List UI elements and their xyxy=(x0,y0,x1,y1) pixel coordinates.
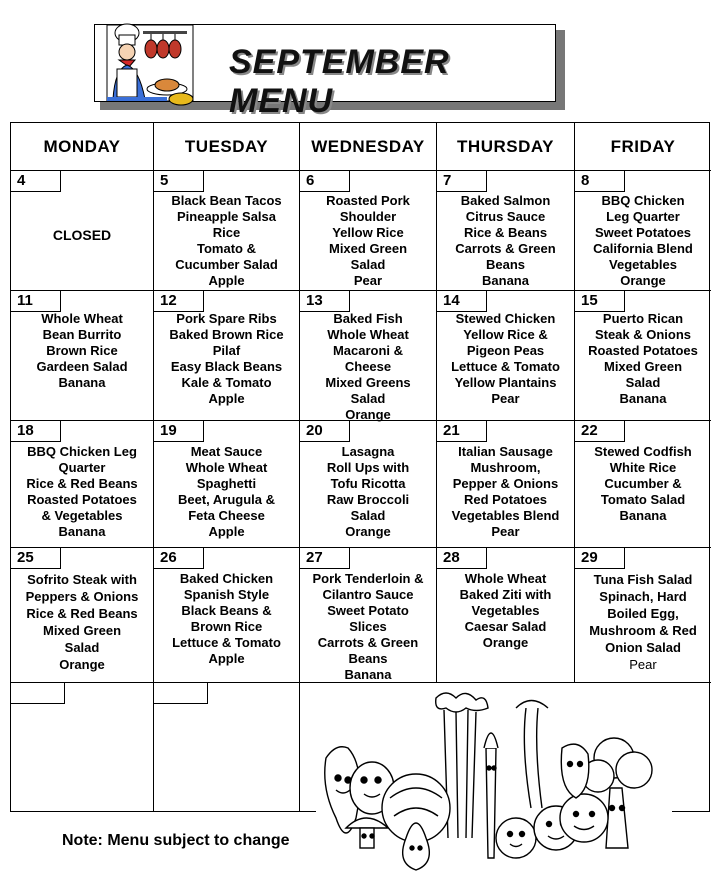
menu-item: Baked Ziti with xyxy=(459,587,552,602)
menu-item: Beans xyxy=(348,651,388,666)
menu-item: BBQ Chicken xyxy=(601,193,685,208)
day-cell xyxy=(154,291,300,421)
menu-item: Tofu Ricotta xyxy=(330,476,406,491)
menu-item: Roasted Potatoes xyxy=(588,343,698,358)
day-cell xyxy=(437,171,575,291)
menu-item: Apple xyxy=(208,273,245,288)
day-number-empty xyxy=(11,683,65,704)
day-cell-empty xyxy=(154,683,300,811)
menu-item: Italian Sausage xyxy=(458,444,553,459)
menu-item: Stewed Codfish xyxy=(594,444,692,459)
menu-item: Salad xyxy=(64,640,100,655)
day-cell xyxy=(300,421,437,548)
menu-item: Orange xyxy=(620,273,666,288)
menu-item: Apple xyxy=(208,391,245,406)
day-number: 4 xyxy=(11,171,61,192)
menu-item: Salad xyxy=(350,391,386,406)
menu-item: Sweet Potatoes xyxy=(594,225,692,240)
menu-item: Yellow Rice xyxy=(332,225,404,240)
menu-item: Rice xyxy=(212,225,241,240)
menu-item: Leg Quarter xyxy=(606,209,680,224)
menu-item: Red Potatoes xyxy=(463,492,548,507)
menu-item: Carrots & Green xyxy=(317,635,419,650)
menu-item: Whole Wheat xyxy=(464,571,547,586)
menu-item: Cilantro Sauce xyxy=(322,587,414,602)
day-number: 14 xyxy=(437,291,487,312)
menu-item: Whole Wheat xyxy=(185,460,268,475)
menu-item: Brown Rice xyxy=(190,619,263,634)
menu-item: Pear xyxy=(491,391,520,406)
menu-item: & Vegetables xyxy=(41,508,123,523)
day-number: 27 xyxy=(300,548,350,569)
day-cell xyxy=(437,421,575,548)
day-cell xyxy=(11,291,154,421)
menu-item: Pear xyxy=(353,273,383,288)
menu-item: Mixed Greens xyxy=(325,375,411,390)
day-cell xyxy=(300,291,437,421)
menu-item: Pear xyxy=(629,657,657,672)
day-number-empty xyxy=(154,683,208,704)
menu-item: Steak & Onions xyxy=(594,327,692,342)
menu-item: BBQ Chicken Leg xyxy=(27,444,137,459)
menu-item: Spaghetti xyxy=(196,476,257,491)
menu-item: Mushroom, xyxy=(470,460,541,475)
menu-item: Mixed Green xyxy=(328,241,408,256)
header-monday: MONDAY xyxy=(11,123,154,171)
menu-item: Beans xyxy=(485,257,526,272)
page-title: SEPTEMBER MENU xyxy=(229,43,450,120)
day-number: 19 xyxy=(154,421,204,442)
menu-item: Apple xyxy=(208,524,245,539)
day-number: 20 xyxy=(300,421,350,442)
menu-item: Orange xyxy=(59,657,105,672)
menu-item: Caesar Salad xyxy=(464,619,547,634)
menu-item: Vegetables xyxy=(471,603,540,618)
day-cell xyxy=(11,171,154,291)
menu-item: Macaroni & xyxy=(332,343,404,358)
day-cell xyxy=(575,548,711,683)
day-number: 6 xyxy=(300,171,350,192)
day-number: 7 xyxy=(437,171,487,192)
menu-item: Meat Sauce xyxy=(190,444,263,459)
menu-item: Roasted Potatoes xyxy=(27,492,137,507)
menu-item: Baked Brown Rice xyxy=(169,327,284,342)
day-cell xyxy=(154,421,300,548)
day-cell xyxy=(11,421,154,548)
menu-item: Rice & Red Beans xyxy=(26,476,138,491)
day-cell xyxy=(575,421,711,548)
title-banner xyxy=(94,24,556,120)
menu-item: Vegetables Blend xyxy=(451,508,560,523)
menu-item: Beet, Arugula & xyxy=(177,492,276,507)
menu-item: Pigeon Peas xyxy=(466,343,545,358)
day-number: 13 xyxy=(300,291,350,312)
menu-item: Salad xyxy=(350,508,386,523)
menu-item: Yellow Rice & xyxy=(463,327,548,342)
menu-item: Onion Salad xyxy=(605,640,681,655)
header-friday: FRIDAY xyxy=(575,123,711,171)
menu-item: Banana xyxy=(482,273,529,288)
menu-item: Slices xyxy=(349,619,387,634)
menu-item: Vegetables xyxy=(609,257,677,272)
menu-item: Feta Cheese xyxy=(188,508,265,523)
menu-item: Cheese xyxy=(344,359,392,374)
menu-item: Banana xyxy=(619,508,667,523)
menu-item: Sofrito Steak with xyxy=(27,572,137,587)
menu-note: Note: Menu subject to change xyxy=(62,832,290,849)
day-cell xyxy=(154,548,300,683)
day-cell xyxy=(300,171,437,291)
header-thursday: THURSDAY xyxy=(437,123,575,171)
menu-item: Spinach, Hard xyxy=(599,589,687,604)
menu-item: Cucumber & xyxy=(604,476,682,491)
menu-item: Tomato & xyxy=(197,241,256,256)
menu-item: Black Beans & xyxy=(181,603,272,618)
menu-item: Shoulder xyxy=(339,209,397,224)
menu-item: Whole Wheat xyxy=(41,311,123,326)
menu-item: Roll Ups with xyxy=(326,460,410,475)
menu-item: Baked Salmon xyxy=(460,193,551,208)
menu-item: Salad xyxy=(350,257,386,272)
day-number: 29 xyxy=(575,548,625,569)
vegetables-illustration xyxy=(316,688,672,874)
menu-item: Tuna Fish Salad xyxy=(593,572,693,587)
day-number: 28 xyxy=(437,548,487,569)
menu-item: Lasagna xyxy=(341,444,395,459)
menu-item: Pork Tenderloin & xyxy=(312,571,424,586)
menu-item: Mushroom & Red xyxy=(589,623,697,638)
day-cell xyxy=(575,291,711,421)
day-number: 8 xyxy=(575,171,625,192)
day-cell xyxy=(575,171,711,291)
menu-item: Puerto Rican xyxy=(602,311,684,326)
header-tuesday: TUESDAY xyxy=(154,123,300,171)
menu-item: Yellow Plantains xyxy=(454,375,557,390)
day-cell xyxy=(437,548,575,683)
menu-item: Peppers & Onions xyxy=(25,589,139,604)
menu-item: Banana xyxy=(58,524,106,539)
day-cell xyxy=(437,291,575,421)
menu-item: Pork Spare Ribs xyxy=(176,311,277,326)
menu-item: Tomato Salad xyxy=(600,492,686,507)
menu-item: Spanish Style xyxy=(183,587,270,602)
menu-item: Lettuce & Tomato xyxy=(172,635,281,650)
menu-item: Roasted Pork xyxy=(326,193,410,208)
day-number: 12 xyxy=(154,291,204,312)
chef-illustration xyxy=(105,19,195,111)
day-cell xyxy=(300,548,437,683)
menu-item: Citrus Sauce xyxy=(465,209,546,224)
day-cell xyxy=(154,171,300,291)
day-cell-empty xyxy=(11,683,154,811)
day-number: 25 xyxy=(11,548,61,569)
menu-item: Easy Black Beans xyxy=(170,359,283,374)
day-number: 22 xyxy=(575,421,625,442)
header-wednesday: WEDNESDAY xyxy=(300,123,437,171)
menu-item: Banana xyxy=(619,391,667,406)
closed-label: CLOSED xyxy=(52,227,112,243)
menu-item: Whole Wheat xyxy=(327,327,409,342)
day-cell xyxy=(11,548,154,683)
menu-item: Apple xyxy=(208,651,245,666)
menu-item: Boiled Egg, xyxy=(607,606,679,621)
menu-item: Rice & Red Beans xyxy=(26,606,138,621)
menu-item: Rice & Beans xyxy=(463,225,548,240)
menu-item: Sweet Potato xyxy=(327,603,409,618)
menu-item: Gardeen Salad xyxy=(36,359,128,374)
menu-item: Orange xyxy=(482,635,529,650)
menu-item: Salad xyxy=(625,375,661,390)
menu-item: Baked Fish xyxy=(333,311,403,326)
menu-item: Pepper & Onions xyxy=(452,476,559,491)
day-number: 15 xyxy=(575,291,625,312)
menu-item: Lettuce & Tomato xyxy=(451,359,560,374)
menu-item: Kale & Tomato xyxy=(181,375,272,390)
menu-item: Banana xyxy=(58,375,106,390)
menu-item: Baked Chicken xyxy=(179,571,274,586)
menu-item: Pilaf xyxy=(212,343,241,358)
menu-item: Pineapple Salsa xyxy=(177,209,276,224)
menu-item: Mixed Green xyxy=(603,359,683,374)
menu-item: White Rice xyxy=(609,460,677,475)
day-number: 18 xyxy=(11,421,61,442)
menu-item: Cucumber Salad xyxy=(175,257,278,272)
menu-item: Quarter xyxy=(58,460,106,475)
menu-item: Raw Broccoli xyxy=(326,492,410,507)
day-number: 11 xyxy=(11,291,61,312)
day-number: 26 xyxy=(154,548,204,569)
day-number: 5 xyxy=(154,171,204,192)
menu-item: Orange xyxy=(345,407,391,422)
menu-item: Banana xyxy=(344,667,392,682)
menu-item: Orange xyxy=(345,524,391,539)
menu-item: Stewed Chicken xyxy=(455,311,556,326)
menu-item: Mixed Green xyxy=(42,623,122,638)
menu-item: Black Bean Tacos xyxy=(171,193,282,208)
menu-item: Bean Burrito xyxy=(42,327,122,342)
day-number: 21 xyxy=(437,421,487,442)
menu-item: California Blend xyxy=(593,241,693,256)
menu-item: Brown Rice xyxy=(46,343,118,358)
menu-item: Pear xyxy=(491,524,520,539)
menu-item: Carrots & Green xyxy=(455,241,556,256)
